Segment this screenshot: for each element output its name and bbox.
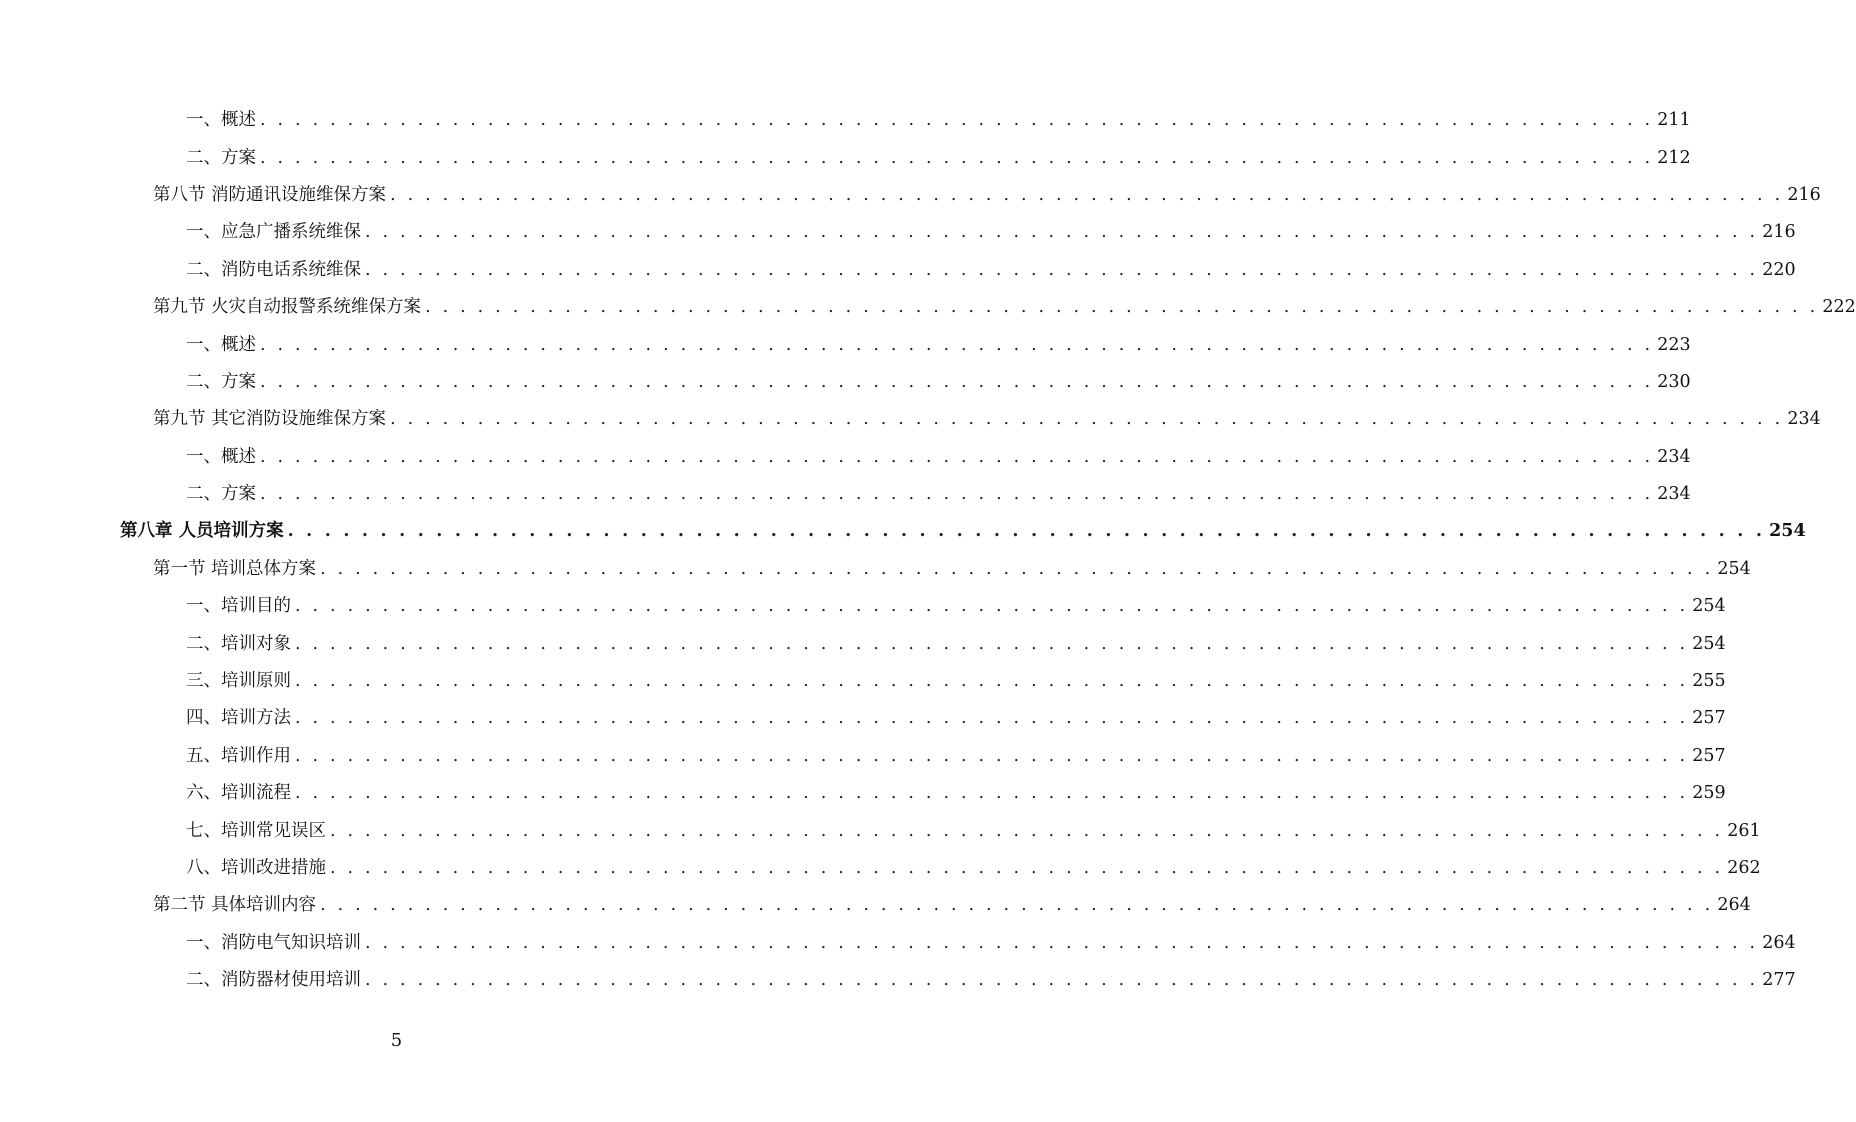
toc-section-entry[interactable] (0, 549, 1751, 586)
toc-subsection-entry[interactable] (0, 137, 1691, 174)
toc-entry-title: 一、概述 (186, 110, 256, 131)
toc-entry-page-number: 262 (1727, 858, 1761, 878)
toc-dot-leader: . . . . . . . . . . . . . . . . . . . . . . . . . . . . . . . . . . . . . . . . . . . . . . . . . . . . . . . . . . . . . . . . . . . . . . . . . . . . . . . . (260, 110, 1654, 131)
toc-dot-leader: . . . . . . . . . . . . . . . . . . . . . . . . . . . . . . . . . . . . . . . . . . . . . . . . . . . . . . . . . . . . . . . . . . . . . . . . . . . . . . . . (330, 820, 1724, 841)
toc-dot-leader: . . . . . . . . . . . . . . . . . . . . . . . . . . . . . . . . . . . . . . . . . . . . . . . . . . . . . . . . . . . . . . . . . . . . . . . . . . . . . . . . (260, 371, 1654, 392)
toc-dot-leader: . . . . . . . . . . . . . . . . . . . . . . . . . . . . . . . . . . . . . . . . . . . . . . . . . . . . . . . . . . . . . . . . . . . . . . . . . . . . . . . . (295, 783, 1689, 804)
toc-entry-page-number: 216 (1762, 222, 1796, 243)
toc-dot-leader: . . . . . . . . . . . . . . . . . . . . . . . . . . . . . . . . . . . . . . . . . . . . . . . . . . . . . . . . . . . . . . . . . . . . . . . . . . . . . . . . (330, 858, 1724, 878)
toc-chapter-entry[interactable] (0, 511, 1806, 548)
toc-subsection-entry[interactable] (0, 586, 1726, 623)
toc-entry-title: 六、培训流程 (186, 783, 291, 804)
toc-entry-title: 八、培训改进措施 (186, 858, 326, 878)
toc-entry-page-number: 254 (1717, 558, 1751, 579)
toc-entry-page-number: 277 (1762, 970, 1796, 991)
toc-entry-page-number: 255 (1692, 671, 1726, 692)
toc-entry-title: 二、方案 (186, 147, 256, 168)
toc-entry-title: 第二节 具体培训内容 (153, 895, 317, 916)
toc-entry-title: 第九节 火灾自动报警系统维保方案 (153, 297, 422, 318)
toc-entry-title: 第八章 人员培训方案 (120, 521, 284, 542)
toc-entry-title: 二、方案 (186, 371, 256, 392)
toc-subsection-entry[interactable] (0, 810, 1761, 847)
toc-dot-leader: . . . . . . . . . . . . . . . . . . . . . . . . . . . . . . . . . . . . . . . . . . . . . . . . . . . . . . . . . . . . . . . . . . . . . . . . . . . . . . . . (295, 708, 1689, 729)
toc-entry-title: 第一节 培训总体方案 (153, 558, 317, 579)
toc-entry-page-number: 223 (1657, 334, 1691, 355)
toc-dot-leader: . . . . . . . . . . . . . . . . . . . . . . . . . . . . . . . . . . . . . . . . . . . . . . . . . . . . . . . . . . . . . . . . . . . . . . . . . . . . . . . . (365, 970, 1759, 991)
toc-dot-leader: . . . . . . . . . . . . . . . . . . . . . . . . . . . . . . . . . . . . . . . . . . . . . . . . . . . . . . . . . . . . . . . . . . . . . . . . . . . . . . . . (260, 446, 1654, 467)
toc-entry-title: 一、概述 (186, 446, 256, 467)
toc-dot-leader: . . . . . . . . . . . . . . . . . . . . . . . . . . . . . . . . . . . . . . . . . . . . . . . . . . . . . . . . . . . . . . . . . . . . . . . . . . . . . . . . (295, 633, 1689, 654)
toc-entry-page-number: 254 (1769, 521, 1806, 542)
toc-entry-title: 一、概述 (186, 334, 256, 355)
toc-subsection-entry[interactable] (0, 362, 1691, 399)
toc-dot-leader: . . . . . . . . . . . . . . . . . . . . . . . . . . . . . . . . . . . . . . . . . . . . . . . . . . . . . . . . . . . . . . . . . . . . . . . . . . . . . . . . (390, 409, 1784, 430)
toc-subsection-entry[interactable] (0, 100, 1691, 137)
toc-subsection-entry[interactable] (0, 923, 1796, 960)
toc-dot-leader: . . . . . . . . . . . . . . . . . . . . . . . . . . . . . . . . . . . . . . . . . . . . . . . . . . . . . . . . . . . . . . . . . . . . . . . . . . . . . . . . (260, 147, 1654, 168)
toc-entry-title: 一、培训目的 (186, 596, 291, 617)
toc-section-entry[interactable] (0, 885, 1751, 922)
toc-subsection-entry[interactable] (0, 437, 1691, 474)
toc-subsection-entry[interactable] (0, 848, 1761, 885)
toc-dot-leader: . . . . . . . . . . . . . . . . . . . . . . . . . . . . . . . . . . . . . . . . . . . . . . . . . . . . . . . . . . . . . . . . . . . . . . . . . . . . . . . . (365, 222, 1759, 243)
toc-subsection-entry[interactable] (0, 212, 1796, 249)
toc-entry-title: 一、消防电气知识培训 (186, 932, 361, 953)
toc-subsection-entry[interactable] (0, 736, 1726, 773)
toc-entry-page-number: 212 (1657, 147, 1691, 168)
toc-entry-title: 七、培训常见误区 (186, 820, 326, 841)
toc-dot-leader: . . . . . . . . . . . . . . . . . . . . . . . . . . . . . . . . . . . . . . . . . . . . . . . . . . . . . . . . . . . . . . . . . . . . . . . . . . . . . . . . (260, 334, 1654, 355)
table-of-contents (0, 100, 1856, 997)
toc-entry-page-number: 264 (1717, 895, 1751, 916)
toc-entry-page-number: 261 (1727, 820, 1761, 841)
toc-subsection-entry[interactable] (0, 773, 1726, 810)
toc-section-entry[interactable] (0, 287, 1856, 324)
toc-entry-title: 二、培训对象 (186, 633, 291, 654)
toc-entry-page-number: 234 (1657, 446, 1691, 467)
toc-section-entry[interactable] (0, 175, 1821, 212)
toc-entry-page-number: 230 (1657, 371, 1691, 392)
toc-subsection-entry[interactable] (0, 698, 1726, 735)
toc-entry-page-number: 234 (1787, 409, 1821, 430)
toc-entry-page-number: 259 (1692, 783, 1726, 804)
toc-subsection-entry[interactable] (0, 474, 1691, 511)
toc-subsection-entry[interactable] (0, 661, 1726, 698)
toc-entry-page-number: 254 (1692, 633, 1726, 654)
toc-entry-page-number: 222 (1822, 297, 1856, 318)
toc-section-entry[interactable] (0, 399, 1821, 436)
toc-entry-page-number: 257 (1692, 708, 1726, 729)
toc-entry-page-number: 216 (1787, 184, 1821, 205)
toc-entry-title: 第八节 消防通讯设施维保方案 (153, 184, 387, 205)
toc-entry-page-number: 234 (1657, 484, 1691, 505)
toc-subsection-entry[interactable] (0, 250, 1796, 287)
toc-dot-leader: . . . . . . . . . . . . . . . . . . . . . . . . . . . . . . . . . . . . . . . . . . . . . . . . . . . . . . . . . . . . . . . . . . . . . . . . . . . . . . . . (320, 895, 1714, 916)
toc-dot-leader: . . . . . . . . . . . . . . . . . . . . . . . . . . . . . . . . . . . . . . . . . . . . . . . . . . . . . . . . . . . . . . . . . . . . . . . . . . . . . . . . (260, 484, 1654, 505)
toc-subsection-entry[interactable] (0, 960, 1796, 997)
toc-subsection-entry[interactable] (0, 324, 1691, 361)
toc-dot-leader: . . . . . . . . . . . . . . . . . . . . . . . . . . . . . . . . . . . . . . . . . . . . . . . . . . . . . . . . . . . . . . . . . . . . . . . . . . . . . . . . (295, 671, 1689, 692)
toc-dot-leader: . . . . . . . . . . . . . . . . . . . . . . . . . . . . . . . . . . . . . . . . . . . . . . . . . . . . . . . . . . . . . . . . . . . . . . . . . . . . . . . . (365, 259, 1759, 280)
toc-entry-title: 二、方案 (186, 484, 256, 505)
toc-dot-leader: . . . . . . . . . . . . . . . . . . . . . . . . . . . . . . . . . . . . . . . . . . . . . . . . . . . . . . . . . . . . . . . . . . . . . . . . . . . . . . . . (295, 596, 1689, 617)
toc-entry-title: 二、消防电话系统维保 (186, 259, 361, 280)
toc-entry-title: 二、消防器材使用培训 (186, 970, 361, 991)
toc-entry-title: 三、培训原则 (186, 671, 291, 692)
toc-entry-page-number: 254 (1692, 596, 1726, 617)
page-number: 5 (390, 1030, 403, 1051)
toc-entry-title: 一、应急广播系统维保 (186, 222, 361, 243)
toc-dot-leader: . . . . . . . . . . . . . . . . . . . . . . . . . . . . . . . . . . . . . . . . . . . . . . . . . . . . . . . . . . . . . . . . . . . . . . . . . . . . . . . . (295, 745, 1689, 766)
toc-entry-title: 四、培训方法 (186, 708, 291, 729)
toc-dot-leader: . . . . . . . . . . . . . . . . . . . . . . . . . . . . . . . . . . . . . . . . . . . . . . . . . . . . . . . . . . . . . . . . . . . . . . . . . . . . . . . . (390, 184, 1784, 205)
toc-entry-page-number: 211 (1657, 110, 1691, 131)
toc-dot-leader: . . . . . . . . . . . . . . . . . . . . . . . . . . . . . . . . . . . . . . . . . . . . . . . . . . . . . . . . . . . . . . . . . . . . . . . . . . . . . . . . (287, 521, 1766, 542)
toc-entry-page-number: 257 (1692, 745, 1726, 766)
toc-dot-leader: . . . . . . . . . . . . . . . . . . . . . . . . . . . . . . . . . . . . . . . . . . . . . . . . . . . . . . . . . . . . . . . . . . . . . . . . . . . . . . . . (320, 558, 1714, 579)
toc-dot-leader: . . . . . . . . . . . . . . . . . . . . . . . . . . . . . . . . . . . . . . . . . . . . . . . . . . . . . . . . . . . . . . . . . . . . . . . . . . . . . . . . (365, 932, 1759, 953)
toc-entry-page-number: 220 (1762, 259, 1796, 280)
toc-entry-title: 五、培训作用 (186, 745, 291, 766)
toc-entry-title: 第九节 其它消防设施维保方案 (153, 409, 387, 430)
toc-subsection-entry[interactable] (0, 623, 1726, 660)
toc-entry-page-number: 264 (1762, 932, 1796, 953)
toc-dot-leader: . . . . . . . . . . . . . . . . . . . . . . . . . . . . . . . . . . . . . . . . . . . . . . . . . . . . . . . . . . . . . . . . . . . . . . . . . . . . . . . . (425, 297, 1819, 318)
